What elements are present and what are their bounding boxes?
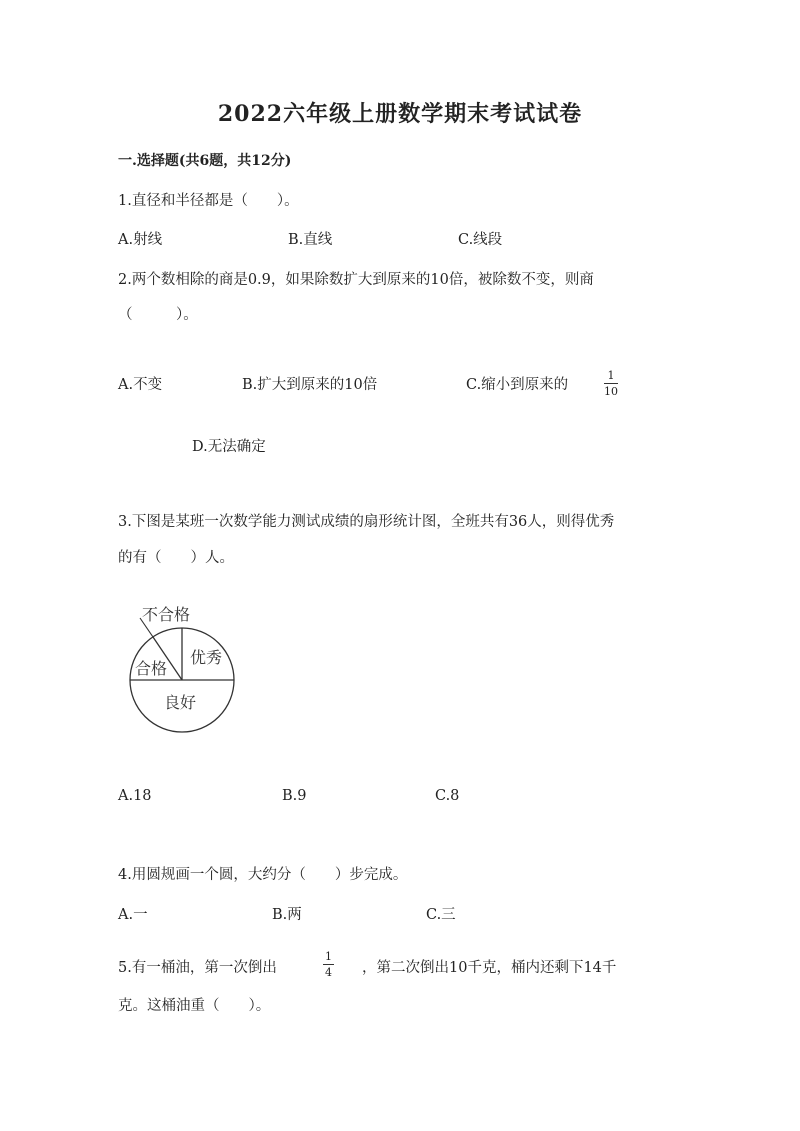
question-2-option-c: C.缩小到原来的 — [466, 377, 569, 393]
question-3-text-line2: 的有（ ）人。 — [118, 550, 234, 566]
question-2-option-c-fraction — [604, 370, 618, 397]
question-2-option-d: D.无法确定 — [192, 439, 266, 455]
question-5-fraction — [323, 951, 334, 978]
question-5-text-line2: 克。这桶油重（ ）。 — [118, 998, 271, 1014]
pie-label-good: 良好 — [164, 693, 197, 712]
question-4-option-c: C.三 — [426, 907, 456, 923]
question-2-option-a: A.不变 — [118, 377, 163, 393]
question-2-option-b: B.扩大到原来的10倍 — [242, 377, 378, 393]
pie-chart-figure — [124, 598, 244, 738]
question-3-option-c: C.8 — [435, 788, 460, 804]
question-4-text: 4.用圆规画一个圆，大约分（ ）步完成。 — [118, 867, 408, 883]
question-4-option-b: B.两 — [272, 907, 302, 923]
fraction-numerator: 1 — [607, 369, 615, 382]
question-3-option-a: A.18 — [118, 788, 152, 804]
question-2-text-line2: （ ）。 — [118, 307, 198, 323]
question-1-text: 1.直径和半径都是（ ）。 — [118, 193, 299, 209]
fraction-numerator: 1 — [325, 950, 332, 963]
question-1-option-c: C.线段 — [458, 232, 503, 248]
fraction-denominator: 10 — [604, 385, 618, 398]
question-5-text-part1: 5.有一桶油，第一次倒出 — [118, 960, 277, 976]
question-4-option-a: A.一 — [118, 907, 148, 923]
question-5-text-part2: ，第二次倒出10千克，桶内还剩下14千 — [362, 960, 617, 976]
question-3-text-line1: 3.下图是某班一次数学能力测试成绩的扇形统计图，全班共有36人，则得优秀 — [118, 514, 615, 530]
pie-label-fail: 不合格 — [142, 605, 191, 624]
pie-label-pass: 合格 — [135, 659, 168, 678]
question-1-option-b: B.直线 — [288, 232, 333, 248]
section-heading: 一.选择题(共6题，共12分) — [118, 153, 292, 169]
question-3-option-b: B.9 — [282, 788, 307, 804]
page-title: 2022六年级上册数学期末考试试卷 — [217, 101, 583, 127]
question-1-option-a: A.射线 — [118, 232, 163, 248]
question-2-text-line1: 2.两个数相除的商是0.9，如果除数扩大到原来的10倍，被除数不变，则商 — [118, 272, 594, 288]
pie-label-excellent: 优秀 — [190, 648, 223, 667]
fraction-denominator: 4 — [325, 966, 332, 979]
